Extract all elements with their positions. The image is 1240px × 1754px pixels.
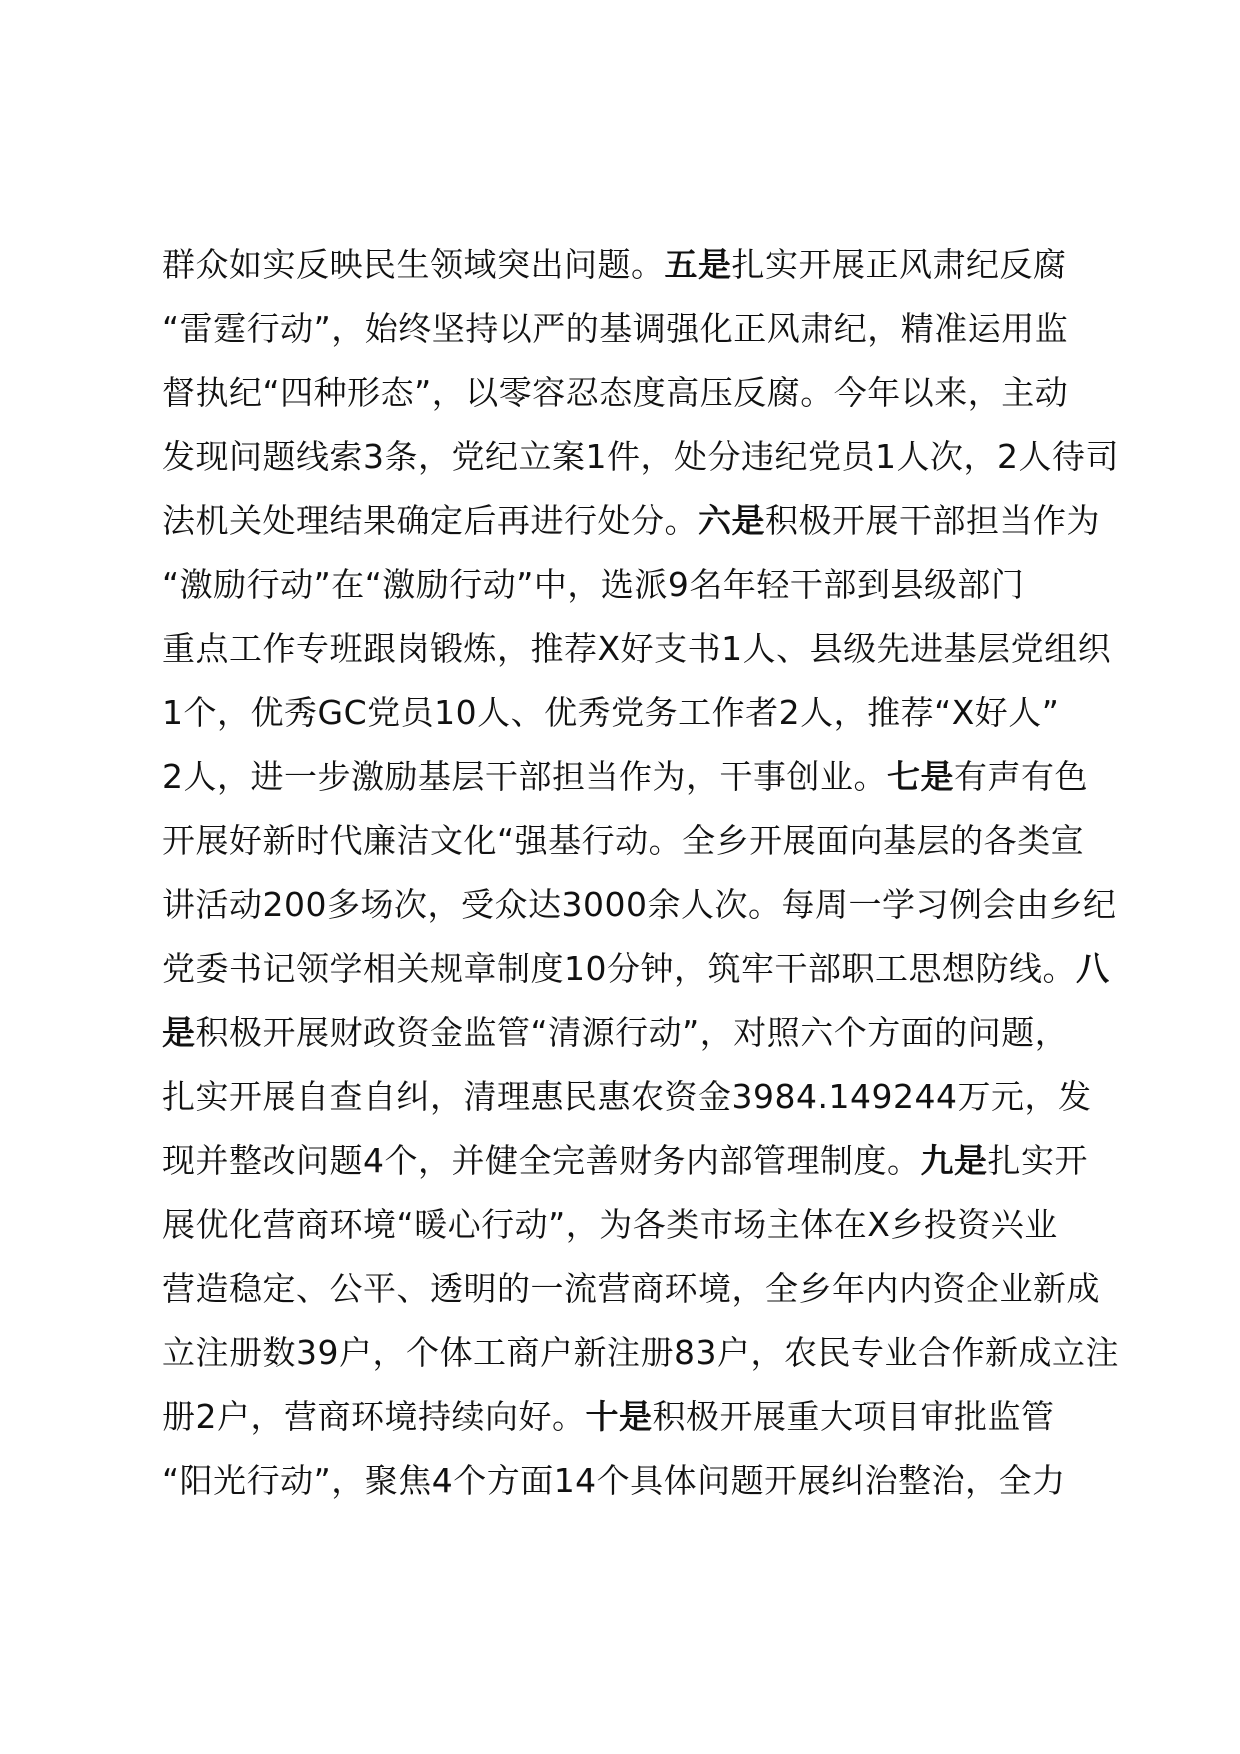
text-line: 党委书记领学相关规章制度10分钟，筑牢干部职工思想防线。八 <box>162 949 1110 988</box>
text-line: 发现问题线索3条，党纪立案1件，处分违纪党员1人次，2人待司 <box>162 437 1119 476</box>
text-line: 法机关处理结果确定后再进行处分。六是积极开展干部担当作为 <box>162 501 1100 540</box>
body-text <box>162 233 1122 1513</box>
text-line: 2人，进一步激励基层干部担当作为，干事创业。七是有声有色 <box>162 757 1088 796</box>
text-line: 群众如实反映民生领域突出问题。五是扎实开展正风肃纪反腐 <box>162 245 1067 284</box>
text-line: 册2户，营商环境持续向好。十是积极开展重大项目审批监管 <box>162 1397 1055 1436</box>
text-line: 1个，优秀GC党员10人、优秀党务工作者2人，推荐“X好人” <box>162 693 1060 732</box>
text-line: 营造稳定、公平、透明的一流营商环境，全乡年内内资企业新成 <box>162 1269 1100 1308</box>
text-line: “阳光行动”，聚焦4个方面14个具体问题开展纠治整治，全力 <box>162 1461 1066 1500</box>
text-line: “激励行动”在“激励行动”中，选派9名年轻干部到县级部门 <box>162 565 1025 604</box>
text-line: 讲活动200多场次，受众达3000余人次。每周一学习例会由乡纪 <box>162 885 1117 924</box>
text-line: 展优化营商环境“暖心行动”，为各类市场主体在X乡投资兴业 <box>162 1205 1058 1244</box>
text-line: 开展好新时代廉洁文化“强基行动。全乡开展面向基层的各类宣 <box>162 821 1085 860</box>
text-line: 是积极开展财政资金监管“清源行动”，对照六个方面的问题， <box>162 1013 1069 1052</box>
text-line: 立注册数39户，个体工商户新注册83户，农民专业合作新成立注 <box>162 1333 1119 1372</box>
text-line: 现并整改问题4个，并健全完善财务内部管理制度。九是扎实开 <box>162 1141 1088 1180</box>
text-line: 扎实开展自查自纠，清理惠民惠农资金3984.149244万元，发 <box>162 1077 1092 1116</box>
text-line: 督执纪“四种形态”，以零容忍态度高压反腐。今年以来，主动 <box>162 373 1069 412</box>
text-line: 重点工作专班跟岗锻炼，推荐X好支书1人、县级先进基层党组织 <box>162 629 1112 668</box>
text-line: “雷霆行动”，始终坚持以严的基调强化正风肃纪，精准运用监 <box>162 309 1069 348</box>
